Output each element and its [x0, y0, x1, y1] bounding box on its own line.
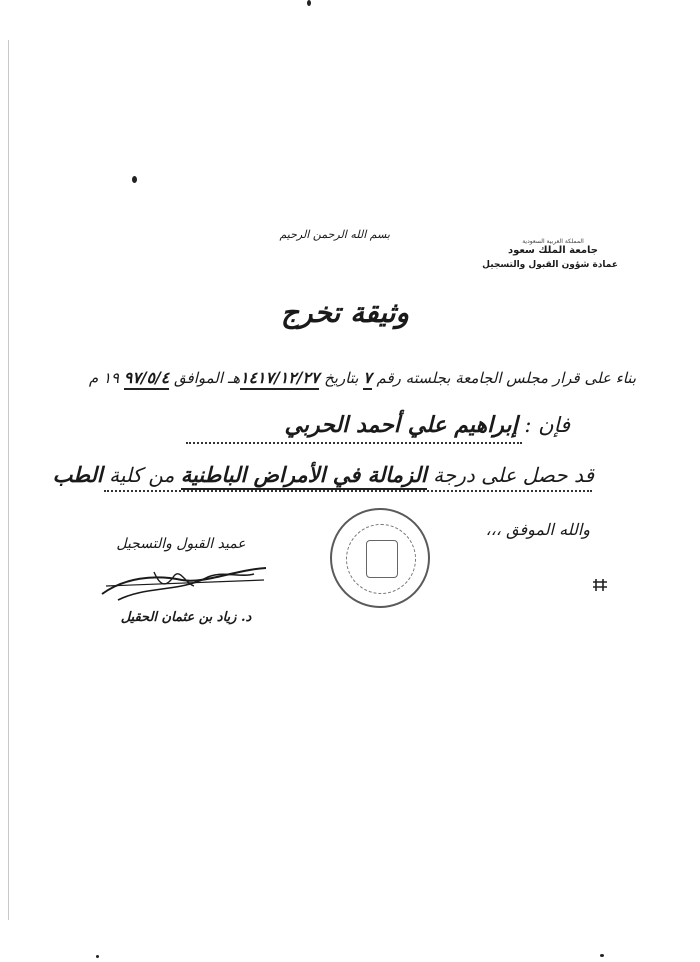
scan-edge	[8, 40, 9, 920]
scan-speck	[132, 176, 137, 183]
basmala: بسم الله الرحمن الرحيم	[279, 228, 390, 241]
initials-mark	[592, 578, 608, 592]
letterhead-deanship: عمادة شؤون القبول والتسجيل	[482, 260, 618, 270]
session-number: ٧	[363, 368, 371, 390]
handwritten-signature	[94, 556, 274, 606]
signatory-title: عميد القبول والتسجيل	[116, 536, 246, 552]
date-label: بتاريخ	[324, 369, 359, 387]
hijri-date: ١٤١٧/١٢/٢٧	[240, 368, 319, 390]
university-seal	[330, 508, 430, 608]
decision-line	[89, 368, 636, 387]
graduate-line	[285, 412, 570, 438]
closing-line: والله الموفق ،،،	[485, 520, 590, 539]
signatory-name: د. زياد بن عثمان الحقيل	[120, 610, 252, 625]
certificate-title: وثيقة تخرج	[280, 296, 410, 329]
decision-lead: بناء على قرار مجلس الجامعة بجلسته رقم	[376, 369, 636, 387]
letterhead-university: جامعة الملك سعود	[508, 245, 598, 256]
letterhead-kingdom: المملكة العربية السعودية	[522, 238, 584, 245]
college-label: من كلية	[109, 463, 175, 487]
hijri-suffix: هـ	[227, 369, 241, 387]
scan-speck	[600, 954, 604, 957]
letterhead	[482, 238, 618, 270]
dotted-rule	[186, 442, 522, 444]
gregorian-date: ٩٧/٥/٤	[124, 368, 169, 390]
degree-name: الزمالة في الأمراض الباطنية	[181, 462, 427, 490]
degree-line	[53, 462, 594, 487]
corresponding-label: الموافق	[174, 369, 224, 387]
graduate-label: فإن :	[524, 413, 570, 437]
scan-speck	[96, 955, 99, 958]
college-name: الطب	[52, 462, 103, 487]
seal-emblem	[366, 540, 398, 578]
dotted-rule	[104, 490, 592, 492]
scan-speck	[307, 0, 311, 6]
graduate-name: إبراهيم علي أحمد الحربي	[284, 412, 518, 438]
degree-lead: قد حصل على درجة	[433, 463, 594, 487]
gregorian-suffix: ١٩ م	[88, 369, 120, 387]
